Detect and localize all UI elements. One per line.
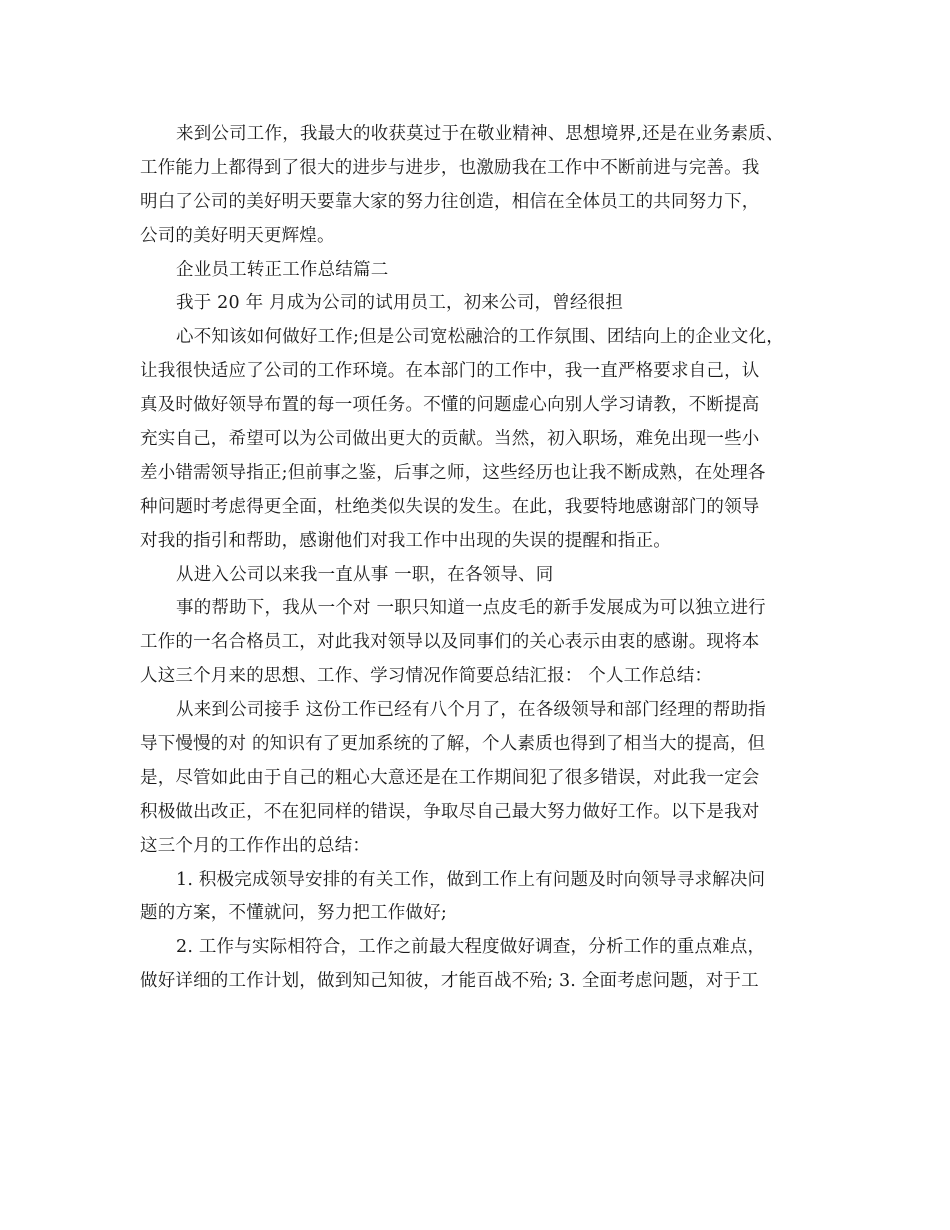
text-line: 明白了公司的美好明天要靠大家的努力往创造，相信在全体员工的共同努力下，	[140, 191, 760, 212]
text-line: 心不知该如何做好工作;但是公司宽松融洽的工作氛围、团结向上的企业文化，	[176, 327, 784, 348]
text-line: 是，尽管如此由于自己的粗心大意还是在工作期间犯了很多错误，对此我一定会	[140, 767, 760, 788]
text-line: 2. 工作与实际相符合，工作之前最大程度做好调查，分析工作的重点难点，	[176, 937, 766, 958]
text-line: 人这三个月来的思想、工作、学习情况作简要总结汇报： 个人工作总结：	[140, 666, 713, 687]
text-line: 对我的指引和帮助，感谢他们对我工作中出现的失误的提醒和指正。	[140, 530, 671, 551]
text-line: 1. 积极完成领导安排的有关工作，做到工作上有问题及时向领导寻求解决问	[176, 869, 766, 890]
text-line: 工作的一名合格员工，对此我对领导以及同事们的关心表示由衷的感谢。现将本	[140, 632, 760, 653]
text-line: 这三个月的工作作出的总结：	[140, 835, 371, 856]
text-line: 做好详细的工作计划，做到知己知彼，才能百战不殆; 3. 全面考虑问题，对于工	[140, 971, 759, 992]
text-line: 事的帮助下，我从一个对 一职只知道一点皮毛的新手发展成为可以独立进行	[176, 598, 766, 619]
text-line: 积极做出改正，不在犯同样的错误，争取尽自己最大努力做好工作。以下是我对	[140, 801, 760, 822]
document-body	[140, 118, 830, 999]
text-line: 让我很快适应了公司的工作环境。在本部门的工作中，我一直严格要求自己，认	[140, 361, 760, 382]
text-line: 题的方案，不懂就问，努力把工作做好;	[140, 903, 447, 924]
text-line: 种问题时考虑得更全面，杜绝类似失误的发生。在此，我要特地感谢部门的领导	[140, 496, 760, 517]
text-line: 企业员工转正工作总结篇二	[176, 259, 389, 280]
text-line: 真及时做好领导布置的每一项任务。不懂的问题虚心向别人学习请教，不断提高	[140, 395, 760, 416]
text-line: 差小错需领导指正;但前事之鉴，后事之师，这些经历也让我不断成熟，在处理各	[140, 462, 766, 483]
text-line: 充实自己，希望可以为公司做出更大的贡献。当然，初入职场，难免出现一些小	[140, 429, 760, 450]
text-line: 导下慢慢的对 的知识有了更加系统的了解，个人素质也得到了相当大的提高，但	[140, 734, 766, 755]
text-line: 来到公司工作，我最大的收获莫过于在敬业精神、思想境界,还是在业务素质、	[176, 124, 784, 144]
text-line: 从进入公司以来我一直从事 一职，在各领导、同	[176, 564, 554, 585]
text-line: 工作能力上都得到了很大的进步与进步，也激励我在工作中不断前进与完善。我	[140, 157, 760, 178]
text-line: 公司的美好明天更辉煌。	[140, 225, 335, 246]
text-line: 我于 20 年 月成为公司的试用员工，初来公司，曾经很担	[176, 293, 624, 314]
text-line: 从来到公司接手 这份工作已经有八个月了，在各级领导和部门经理的帮助指	[176, 700, 766, 721]
